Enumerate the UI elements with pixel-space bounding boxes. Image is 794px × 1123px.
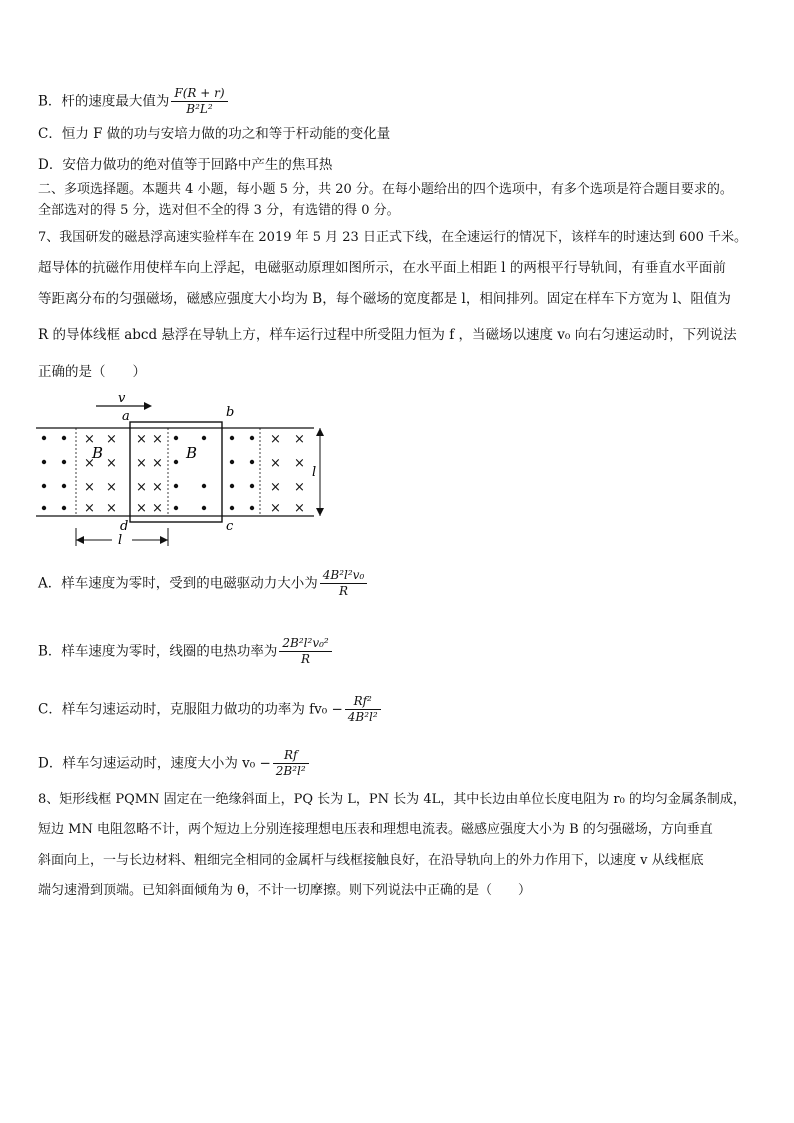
q7-option-a xyxy=(38,568,369,599)
field-label-b-1: B xyxy=(92,444,104,462)
q7-option-d-fraction xyxy=(273,748,309,779)
fraction-denominator: 2B²l² xyxy=(275,764,306,778)
fraction-numerator: Rf² xyxy=(345,694,381,710)
q7-option-d-text: D．样车匀速运动时，速度大小为 v₀ − xyxy=(38,755,271,772)
q8-stem-line-3: 斜面向上，一与长边材料、粗细完全相同的金属杆与线框接触良好，在沿导轨向上的外力作用下，以速度 v 从线框底 xyxy=(38,853,704,868)
q6-option-b-text: B．杆的速度最大值为 xyxy=(38,93,170,110)
q7-option-b-fraction xyxy=(279,636,331,667)
svg-text:×: × xyxy=(270,456,281,471)
q7-stem-line-4: R 的导体线框 abcd 悬浮在导轨上方，样车运行过程中所受阻力恒为 f ，当磁场以速度 v₀ 向右匀速运动时，下列说法 xyxy=(38,327,737,343)
q7-stem-line-1: 7、我国研发的磁悬浮高速实验样车在 2019 年 5 月 23 日正式下线，在全速运行的情况下，该样车的时速达到 600 千米。 xyxy=(38,230,748,245)
svg-text:×: × xyxy=(136,456,147,471)
q7-option-c-text: C．样车匀速运动时，克服阻力做功的功率为 fv₀ − xyxy=(38,701,343,718)
dimension-label-bottom: l xyxy=(118,533,123,548)
svg-text:×: × xyxy=(136,480,147,495)
svg-text:×: × xyxy=(136,432,147,447)
corner-label-c: c xyxy=(226,519,234,534)
fraction-numerator: 2B²l²v₀² xyxy=(279,636,331,652)
corner-label-d: d xyxy=(120,519,129,534)
maglev-diagram-svg xyxy=(36,392,336,552)
svg-text:×: × xyxy=(270,501,281,516)
q6-option-b xyxy=(38,86,230,117)
svg-text:×: × xyxy=(84,456,95,471)
svg-text:×: × xyxy=(294,480,305,495)
svg-text:×: × xyxy=(136,501,147,516)
svg-text:×: × xyxy=(270,432,281,447)
fraction-denominator: R xyxy=(338,584,349,598)
svg-text:×: × xyxy=(270,480,281,495)
q7-option-c xyxy=(38,694,383,725)
q7-stem-line-2: 超导体的抗磁作用使样车向上浮起，电磁驱动原理如图所示，在水平面上相距 l 的两根平行导轨间，有垂直水平面前 xyxy=(38,260,726,276)
svg-text:×: × xyxy=(152,456,163,471)
corner-label-a: a xyxy=(122,409,130,424)
svg-text:×: × xyxy=(106,501,117,516)
q7-option-b xyxy=(38,636,334,667)
section-header-line-1: 二、多项选择题。本题共 4 小题，每小题 5 分，共 20 分。在每小题给出的四个选项中，有多个选项是符合题目要求的。 xyxy=(38,182,733,197)
field-label-b-2: B xyxy=(186,444,198,462)
q8-stem-line-1: 8、矩形线框 PQMN 固定在一绝缘斜面上，PQ 长为 L，PN 长为 4L，其中长边由单位长度电阻为 r₀ 的均匀金属条制成， xyxy=(38,792,746,807)
q6-option-c: C．恒力 F 做的功与安培力做的功之和等于杆动能的变化量 xyxy=(38,126,391,142)
svg-text:×: × xyxy=(84,432,95,447)
svg-text:×: × xyxy=(152,480,163,495)
svg-text:×: × xyxy=(106,432,117,447)
field-crosses-4 xyxy=(270,432,305,516)
svg-text:×: × xyxy=(152,432,163,447)
corner-label-b: b xyxy=(226,405,235,420)
svg-text:×: × xyxy=(152,501,163,516)
svg-text:×: × xyxy=(294,501,305,516)
q7-stem-line-5: 正确的是（ ） xyxy=(38,364,146,380)
q7-option-b-text: B．样车速度为零时，线圈的电热功率为 xyxy=(38,643,278,660)
fraction-numerator: Rf xyxy=(273,748,309,764)
fraction-denominator: R xyxy=(301,652,311,666)
q7-stem-line-3: 等距离分布的匀强磁场，磁感应强度大小均为 B，每个磁场的宽度都是 l，相间排列。固定在样车下方宽为 l、阻值为 xyxy=(38,291,731,307)
fraction-numerator: F(R + r) xyxy=(171,86,227,102)
maglev-diagram xyxy=(36,392,336,552)
svg-text:×: × xyxy=(294,432,305,447)
q8-stem-line-4: 端匀速滑到顶端。已知斜面倾角为 θ，不计一切摩擦。则下列说法中正确的是（ ） xyxy=(38,883,531,898)
fraction-numerator: 4B²l²v₀ xyxy=(320,568,368,584)
svg-text:×: × xyxy=(84,501,95,516)
q6-option-d: D．安倍力做功的绝对值等于回路中产生的焦耳热 xyxy=(38,157,333,173)
q7-option-c-fraction xyxy=(345,694,381,725)
q7-option-d xyxy=(38,748,311,779)
svg-text:×: × xyxy=(84,480,95,495)
section-header-line-2: 全部选对的得 5 分，选对但不全的得 3 分，有选错的得 0 分。 xyxy=(38,203,400,218)
q7-option-a-text: A．样车速度为零时，受到的电磁驱动力大小为 xyxy=(38,575,318,592)
dimension-label-right: l xyxy=(312,465,317,480)
q6-option-b-fraction xyxy=(171,86,227,117)
fraction-denominator: 4B²l² xyxy=(347,710,378,724)
q8-stem-line-2: 短边 MN 电阻忽略不计，两个短边上分别连接理想电压表和理想电流表。磁感应强度大小为 B 的匀强磁场，方向垂直 xyxy=(38,822,713,837)
svg-text:×: × xyxy=(106,456,117,471)
velocity-label: v xyxy=(118,392,126,406)
svg-text:×: × xyxy=(294,456,305,471)
svg-text:×: × xyxy=(106,480,117,495)
q7-option-a-fraction xyxy=(320,568,368,599)
field-dots-1 xyxy=(42,436,66,510)
fraction-denominator: B²L² xyxy=(186,102,213,116)
